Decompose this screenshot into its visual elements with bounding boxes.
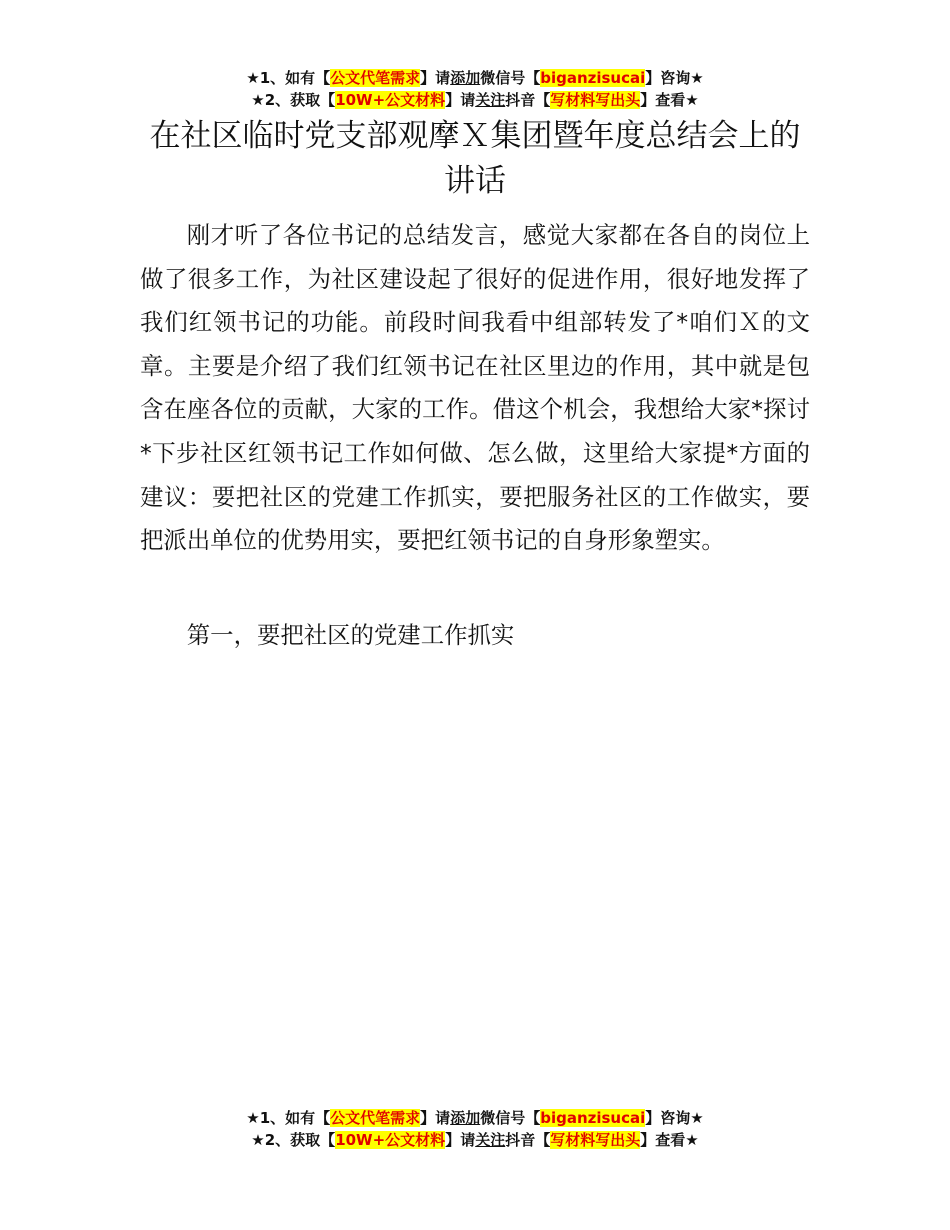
banner-text: 】请 <box>420 69 451 87</box>
banner-highlight-douyin-id: 写材料写出头 <box>550 91 641 109</box>
banner-highlight: 公文代笔需求 <box>330 69 421 87</box>
header-banner-line-2 <box>0 89 950 111</box>
header-banner <box>0 67 950 111</box>
banner-highlight-douyin-id: 写材料写出头 <box>550 1131 641 1149</box>
banner-text: ★2、获取【 <box>251 1131 336 1149</box>
banner-text: 抖音【 <box>505 91 551 109</box>
banner-text: ★1、如有【 <box>246 1109 331 1127</box>
footer-banner-line-2 <box>0 1129 950 1151</box>
banner-text: 】咨询★ <box>645 1109 704 1127</box>
banner-text: ★1、如有【 <box>246 69 331 87</box>
banner-highlight: 公文代笔需求 <box>330 1109 421 1127</box>
body-paragraph: 刚才听了各位书记的总结发言，感觉大家都在各自的岗位上做了很多工作，为社区建设起了很好的促进作用，很好地发挥了我们红领书记的功能。前段时间我看中组部转发了*咱们Ｘ的文章。主要是介绍了我们红领书记在社区里边的作用，其中就是包含在座各位的贡献，大家的工作。借这个机会，我想给大家*探讨*下步社区红领书记工作如何做、怎么做，这里给大家提*方面的建议：要把社区的党建工作抓实，要把服务社区的工作做实，要把派出单位的优势用实，要把红领书记的自身形象塑实。 <box>140 221 810 555</box>
banner-emphasis: 关注 <box>475 91 506 109</box>
document-title: 在社区临时党支部观摩Ｘ集团暨年度总结会上的讲话 <box>149 118 801 199</box>
banner-text: 】请 <box>445 91 476 109</box>
banner-text: 微信号【 <box>480 1109 541 1127</box>
footer-banner-line-1 <box>0 1107 950 1129</box>
banner-highlight-wechat-id: biganzisucai <box>540 69 646 87</box>
banner-text: 微信号【 <box>480 69 541 87</box>
banner-emphasis: 关注 <box>475 1131 506 1149</box>
banner-emphasis: 添加 <box>450 69 481 87</box>
banner-text: ★2、获取【 <box>251 91 336 109</box>
banner-text: 】查看★ <box>640 1131 699 1149</box>
banner-highlight: 10W+公文材料 <box>335 91 446 109</box>
banner-text: 】查看★ <box>640 91 699 109</box>
header-banner-line-1 <box>0 67 950 89</box>
banner-text: 】请 <box>445 1131 476 1149</box>
banner-text: 】咨询★ <box>645 69 704 87</box>
banner-emphasis: 添加 <box>450 1109 481 1127</box>
banner-highlight: 10W+公文材料 <box>335 1131 446 1149</box>
section-heading: 第一，要把社区的党建工作抓实 <box>186 621 515 649</box>
footer-banner <box>0 1107 950 1151</box>
banner-text: 】请 <box>420 1109 451 1127</box>
banner-highlight-wechat-id: biganzisucai <box>540 1109 646 1127</box>
banner-text: 抖音【 <box>505 1131 551 1149</box>
